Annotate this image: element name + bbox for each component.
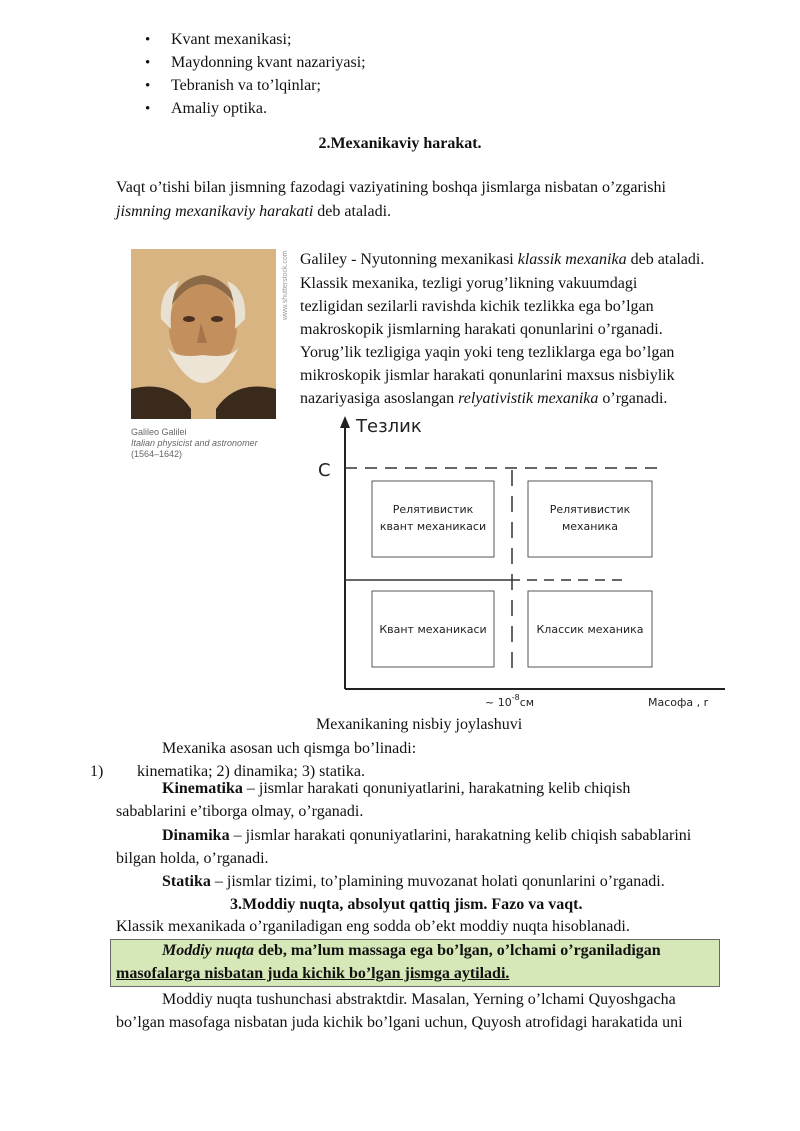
mechanics-diagram <box>300 410 740 710</box>
galileo-line-3: tezligidan sezilarli ravishda kichik tezlikka ega bo’lgan <box>300 298 654 315</box>
final-line-2: bo’lgan masofaga nisbatan juda kichik bo’lgani uchun, Quyosh atrofidagi harakatida uni <box>116 1014 683 1031</box>
box-label: квант механикаси <box>379 520 487 533</box>
galileo-line-6: mikroskopik jismlar harakati qonunlarini maxsus nisbiylik <box>300 367 675 384</box>
box-label: Релятивистик <box>392 503 474 516</box>
definition-line-2: masofalarga nisbatan juda kichik bo’lgan jismga aytiladi. <box>116 965 510 982</box>
galileo-portrait <box>131 249 276 419</box>
kinematika-line-1 <box>162 778 630 800</box>
galileo-line-1 <box>300 249 704 271</box>
term-relativistic-mechanics: relyativistik mexanika <box>458 390 599 407</box>
list-item: • Maydonning kvant nazariyasi; <box>145 51 366 74</box>
x-tick-base: ~ 10 <box>485 696 512 709</box>
kinematika-line-2: sabablarini e’tiborga olmay, o’rganadi. <box>116 803 364 820</box>
y-axis-label: Тезлик <box>356 416 422 437</box>
dinamika-line-1 <box>162 825 691 847</box>
definition-line-1 <box>162 940 661 962</box>
list-item: • Tebranish va to’lqinlar; <box>145 74 366 97</box>
box-label: механика <box>561 520 619 533</box>
intro-rest: deb ataladi. <box>313 203 392 220</box>
parts-list: kinematika; 2) dinamika; 3) statika. <box>137 763 365 780</box>
figure-caption: Mexanikaning nisbiy joylashuvi <box>316 716 523 733</box>
topics-list <box>145 28 366 120</box>
x-tick-label <box>485 693 534 709</box>
statika-line <box>162 871 665 893</box>
box-label: Классик механика <box>536 623 644 636</box>
caption-name: Galileo Galilei <box>131 427 187 437</box>
parts-intro: Mexanika asosan uch qismga bo’linadi: <box>162 740 417 757</box>
text-span: – jismlar harakati qonuniyatlarini, harakatning kelib chiqish sabablarini <box>229 827 692 844</box>
term-material-point: Moddiy nuqta <box>162 942 255 959</box>
c-label: C <box>318 460 331 481</box>
list-item: • Amaliy optika. <box>145 97 366 120</box>
section-title-2: 2.Mexanikaviy harakat. <box>318 135 482 152</box>
x-axis-label: Масофа , r <box>648 696 709 709</box>
x-tick-exponent: -8 <box>511 693 520 702</box>
text-span: – jismlar tizimi, to’plamining muvozanat holati qonunlarini o’rganadi. <box>210 873 665 890</box>
term-statics: Statika <box>162 873 211 890</box>
box-label: Релятивистик <box>549 503 631 516</box>
text-span: nazariyasiga asoslangan <box>300 390 459 407</box>
section-title-3: 3.Moddiy nuqta, absolyut qattiq jism. Fazo va vaqt. <box>230 896 583 913</box>
classic-line: Klassik mexanikada o’rganiladigan eng sodda ob’ekt moddiy nuqta hisoblanadi. <box>116 918 630 935</box>
final-line-1: Moddiy nuqta tushunchasi abstraktdir. Masalan, Yerning o’lchami Quyoshgacha <box>162 991 676 1008</box>
galileo-line-4: makroskopik jismlarning harakati qonunlarini o’rganadi. <box>300 321 663 338</box>
portrait-illustration <box>131 249 276 419</box>
term-classic-mechanics: klassik mexanika <box>517 251 627 268</box>
text-span: deb, ma’lum massaga ega bo’lgan, o’lchami o’rganiladigan <box>254 942 661 959</box>
y-axis-arrow <box>340 416 350 428</box>
intro-line-1: Vaqt o’tishi bilan jismning fazodagi vaziyatining boshqa jismlarga nisbatan o’zgarishi <box>116 179 666 196</box>
box-relativistic <box>528 481 652 557</box>
x-tick-unit: см <box>519 696 535 709</box>
dinamika-line-2: bilgan holda, o’rganadi. <box>116 850 269 867</box>
text-span: deb ataladi. <box>626 251 705 268</box>
intro-line-2 <box>116 201 391 223</box>
list-item: • Kvant mexanikasi; <box>145 28 366 51</box>
parts-number: 1) <box>90 763 104 780</box>
text-span: o’rganadi. <box>598 390 668 407</box>
text-span: Galiley - Nyutonning mexanikasi <box>300 251 518 268</box>
box-label: Квант механикаси <box>379 623 487 636</box>
caption-role: Italian physicist and astronomer <box>131 438 258 448</box>
galileo-line-7 <box>300 388 667 410</box>
intro-term: jismning mexanikaviy harakati <box>116 203 314 220</box>
image-watermark: www.shutterstock.com <box>282 250 289 320</box>
box-relativistic-quantum <box>372 481 494 557</box>
galileo-line-5: Yorug’lik tezligiga yaqin yoki teng tezliklarga ega bo’lgan <box>300 344 675 361</box>
term-kinematics: Kinematika <box>162 780 243 797</box>
caption-years: (1564–1642) <box>131 449 183 459</box>
galileo-line-2: Klassik mexanika, tezligi yorug’likning vakuumdagi <box>300 275 638 292</box>
term-dynamics: Dinamika <box>162 827 230 844</box>
text-span: – jismlar harakati qonuniyatlarini, harakatning kelib chiqish <box>242 780 631 797</box>
portrait-caption <box>131 427 258 460</box>
